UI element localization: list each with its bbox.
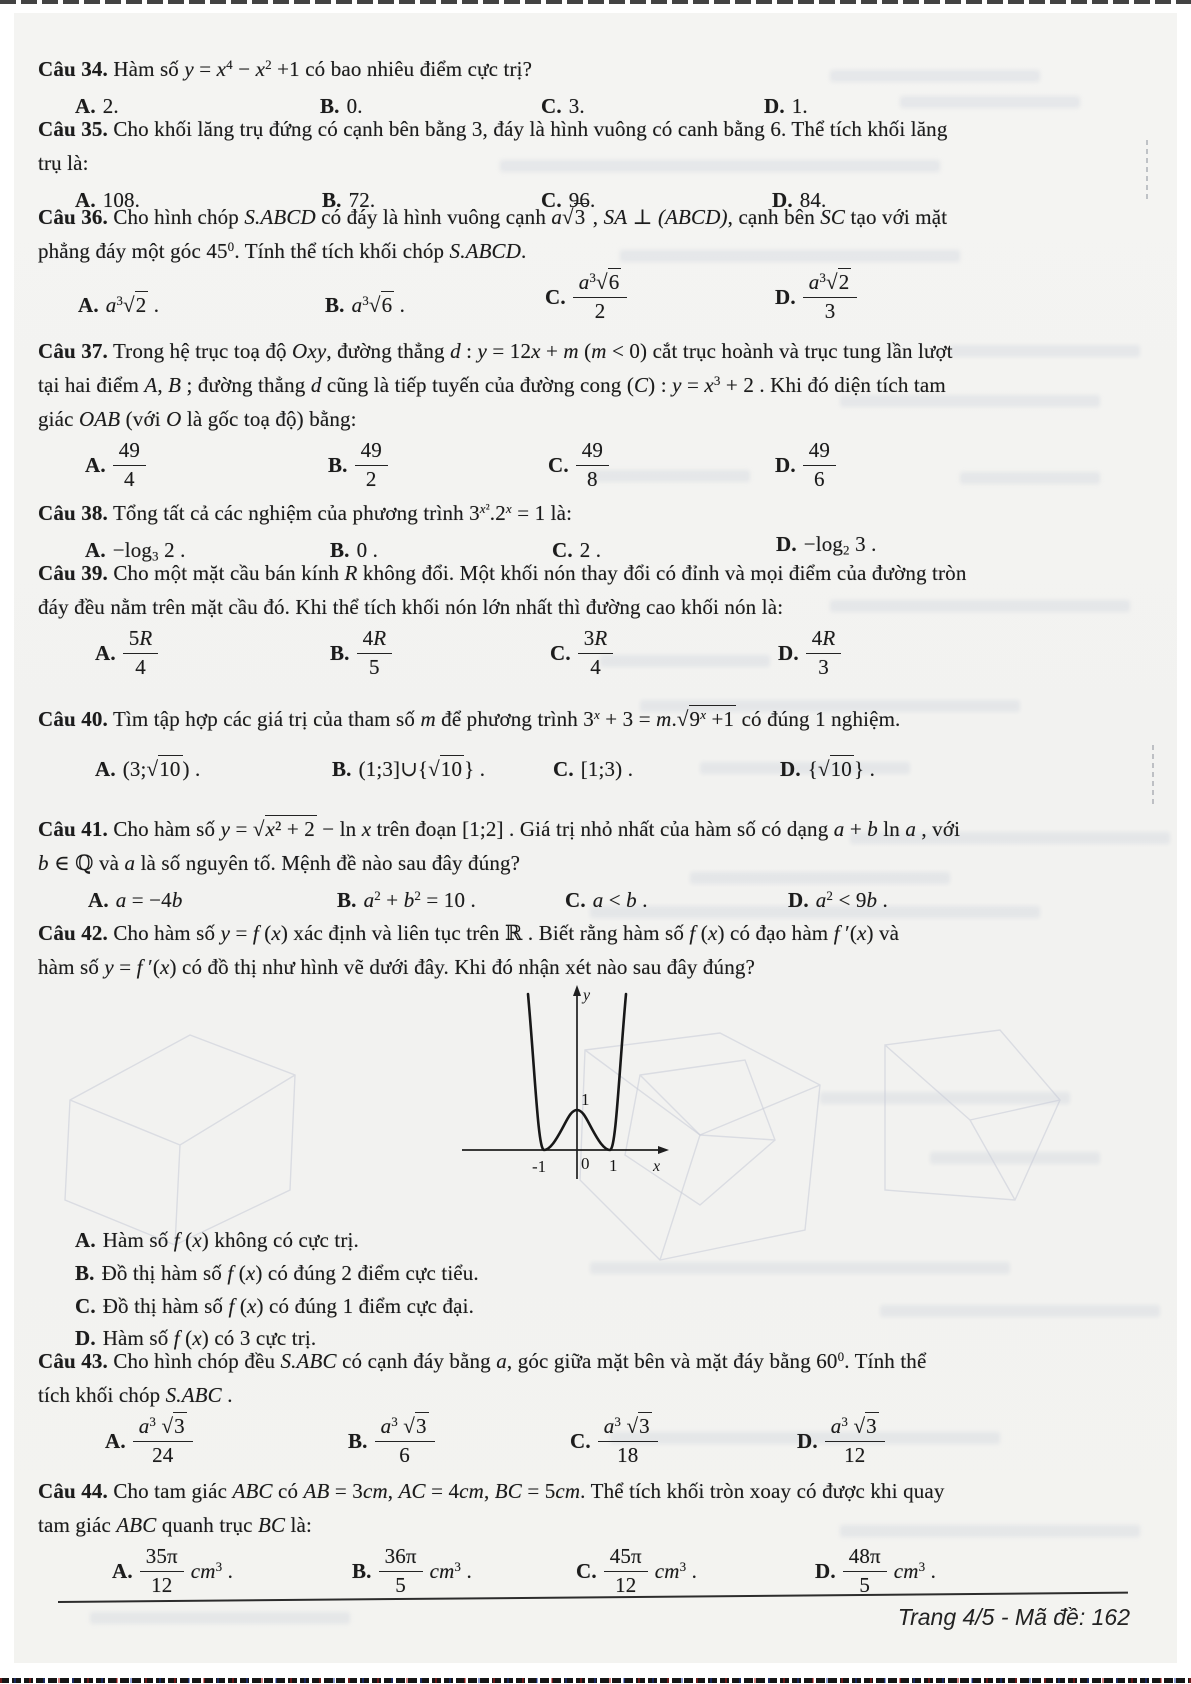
choice-36-D: D. $\frac{a^3√2}{3}$	[775, 271, 857, 323]
question-text: trụ là:	[38, 151, 89, 175]
choices-row	[38, 271, 1148, 339]
choice-43-C: C. $\frac{a^3 √3}{18}$	[570, 1415, 658, 1467]
question-text: đáy đều nằm trên mặt cầu đó. Khi thể tích khối nón lớn nhất thì đường cao khối nón là:	[38, 595, 784, 619]
origin-label: 0	[581, 1154, 590, 1173]
choice-43-B: B. $\frac{a^3 √3}{6}$	[348, 1415, 435, 1467]
choice-39-B: B. $\frac{4R}{5}$	[330, 627, 392, 679]
question-39	[38, 556, 1148, 695]
choice-44-D: D. $\frac{48\pi}{5}$ $cm^3$ .	[815, 1544, 937, 1597]
question-text: phẳng đáy một góc $45^0$. Tính thể tích khối chóp S.ABCD.	[38, 238, 527, 263]
choice-43-A: A. $\frac{a^3 √3}{24}$	[105, 1415, 193, 1467]
choice-42-C: C. Đồ thị hàm số f (x) có đúng 1 điểm cực đại.	[75, 1294, 474, 1318]
x-axis-label: x	[653, 1158, 661, 1175]
choice-35-D: D. 84.	[772, 188, 827, 212]
question-text: Câu 39. Cho một mặt cầu bán kính R không đổi. Một khối nón thay đổi có đỉnh và mọi điểm của đường tròn	[38, 561, 967, 585]
question-41	[38, 812, 1148, 923]
question-43	[38, 1344, 1148, 1483]
question-text: Câu 37. Trong hệ trục toạ độ Oxy, đường thẳng d : y = 12x + m (m < 0) cắt trục hoành và trục tung lần lượt	[38, 339, 953, 363]
choice-43-D: D. $\frac{a^3 √3}{12}$	[797, 1415, 885, 1467]
choice-34-D: D. 1.	[764, 94, 808, 118]
y-axis-label: y	[583, 987, 591, 1004]
choice-44-B: B. $\frac{36\pi}{5}$ $cm^3$ .	[352, 1544, 472, 1597]
choice-39-D: D. $\frac{4R}{3}$	[778, 627, 841, 679]
choice-37-B: B. $\frac{49}{2}$	[328, 439, 388, 491]
x-tick-neg1: -1	[532, 1157, 547, 1176]
choice-34-A: A. 2.	[75, 94, 119, 118]
question-text: tích khối chóp S.ABC .	[38, 1383, 233, 1407]
question-text: Câu 36. Cho hình chóp S.ABCD có đáy là hình vuông cạnh a√3 , SA ⊥ (ABCD), cạnh bên SC tạo với mặt	[38, 205, 948, 229]
question-text: giác OAB (với O là gốc toạ độ) bằng:	[38, 407, 357, 431]
choice-34-C: C. 3.	[541, 94, 585, 118]
choice-42-D: D. Hàm số f (x) có 3 cực trị.	[75, 1326, 317, 1350]
choice-38-D: D. $-\log_2$ 3 .	[776, 532, 877, 558]
choice-40-C: C. [1;3) .	[553, 757, 634, 781]
choice-39-A: A. $\frac{5R}{4}$	[95, 627, 158, 679]
question-text: Câu 41. Cho hàm số y = √x² + 2 − ln x trên đoạn [1;2] . Giá trị nhỏ nhất của hàm số có dạng a + b ln a , với	[38, 817, 961, 841]
page-footer: Trang 4/5 - Mã đề: 162	[897, 1604, 1130, 1630]
bleedthrough-streak	[880, 1305, 1160, 1317]
choice-38-A: A. $-\log_3$ 2 .	[85, 538, 186, 564]
choice-37-A: A. $\frac{49}{4}$	[85, 439, 146, 491]
choice-35-C: C. 96.	[541, 188, 596, 212]
question-text: b ∈ ℚ và a là số nguyên tố. Mệnh đề nào sau đây đúng?	[38, 851, 521, 875]
question-text: Câu 42. Cho hàm số y = f (x) xác định và liên tục trên ℝ . Biết rằng hàm số f (x) có đạo hàm f ′(x) và	[38, 921, 900, 945]
x-tick-1: 1	[609, 1156, 618, 1175]
choices-row	[38, 1415, 1148, 1483]
choice-41-D: D. $a^2 < 9b$ .	[788, 887, 888, 912]
choice-41-B: B. $a^2 + b^2 = 10$ .	[337, 887, 476, 912]
choice-38-C: C. 2 .	[552, 538, 602, 562]
question-text: Câu 40. Tìm tập hợp các giá trị của tham số m để phương trình $3^x + 3 = m.√9^x +1$ có đúng 1 nghiệm.	[38, 706, 901, 731]
choices-row	[38, 1545, 1148, 1613]
choice-39-C: C. $\frac{3R}{4}$	[550, 627, 613, 679]
question-text: hàm số y = f ′(x) có đồ thị như hình vẽ dưới đây. Khi đó nhận xét nào sau đây đúng?	[38, 955, 755, 979]
question-text: Câu 38. Tổng tất cả các nghiệm của phương trình $3^{x^2}.2^x = 1$ là:	[38, 500, 573, 525]
choice-42-A: A. Hàm số f (x) không có cực trị.	[75, 1228, 359, 1252]
choice-36-A: A. $a^3√2$ .	[78, 292, 160, 317]
choice-36-C: C. $\frac{a^3√6}{2}$	[545, 271, 627, 323]
question-text: Câu 43. Cho hình chóp đều S.ABC có cạnh đáy bằng a, góc giữa mặt bên và mặt đáy bằng $60^0$. Tính thể	[38, 1348, 927, 1373]
question-text: tại hai điểm A, B ; đường thẳng d cũng là tiếp tuyến của đường cong (C) : $y = x^3 + 2$ . Khi đó diện tích tam	[38, 372, 946, 397]
choice-42-B: B. Đồ thị hàm số f (x) có đúng 2 điểm cực tiểu.	[75, 1261, 479, 1285]
choice-40-A: A. (3;√10) .	[95, 757, 201, 781]
question-text: tam giác ABC quanh trục BC là:	[38, 1513, 312, 1537]
scan-edge-top-dashed-line	[0, 0, 1191, 4]
y-axis-arrow	[573, 985, 581, 996]
question-text: Câu 35. Cho khối lăng trụ đứng có cạnh bên bằng 3, đáy là hình vuông có canh bằng 6. Thể tích khối lăng	[38, 117, 948, 141]
choice-41-A: A. a = −4b	[88, 888, 183, 912]
choice-38-B: B. 0 .	[330, 538, 379, 562]
choice-35-A: A. 108.	[75, 188, 141, 212]
bleedthrough-streak	[90, 1612, 350, 1624]
choices-row	[38, 627, 1148, 695]
choice-40-B: B. (1;3]∪{√10} .	[332, 757, 486, 781]
x-axis-arrow	[658, 1146, 669, 1154]
y-tick-1: 1	[581, 1090, 590, 1109]
choice-34-B: B. 0.	[320, 94, 363, 118]
choice-44-A: A. $\frac{35\pi}{12}$ $cm^3$ .	[112, 1544, 234, 1597]
question-text: Câu 34. Hàm số $y = x^4 - x^2 +1$ có bao nhiêu điểm cực trị?	[38, 56, 533, 81]
choice-41-C: C. a < b .	[565, 888, 648, 912]
choice-40-D: D. {√10} .	[780, 757, 875, 781]
question-36	[38, 200, 1148, 339]
question-37	[38, 334, 1148, 507]
question-text: Câu 44. Cho tam giác ABC có AB = 3cm, AC = 4cm, BC = 5cm. Thể tích khối tròn xoay có được khi quay	[38, 1479, 945, 1503]
scan-artifact-dashes	[1152, 745, 1154, 805]
choice-37-D: D. $\frac{49}{6}$	[775, 439, 836, 491]
derivative-graph	[452, 982, 682, 1182]
scan-edge-bottom-dashed-line	[0, 1678, 1191, 1683]
question-40	[38, 702, 1148, 792]
question-42	[38, 916, 1148, 984]
choices-row	[38, 752, 1148, 792]
choice-44-C: C. $\frac{45\pi}{12}$ $cm^3$ .	[576, 1544, 698, 1597]
choice-37-C: C. $\frac{49}{8}$	[548, 439, 609, 491]
choice-36-B: B. $a^3√6$ .	[325, 292, 406, 317]
question-number: Câu 34.	[38, 57, 108, 81]
choice-35-B: B. 72.	[322, 188, 376, 212]
